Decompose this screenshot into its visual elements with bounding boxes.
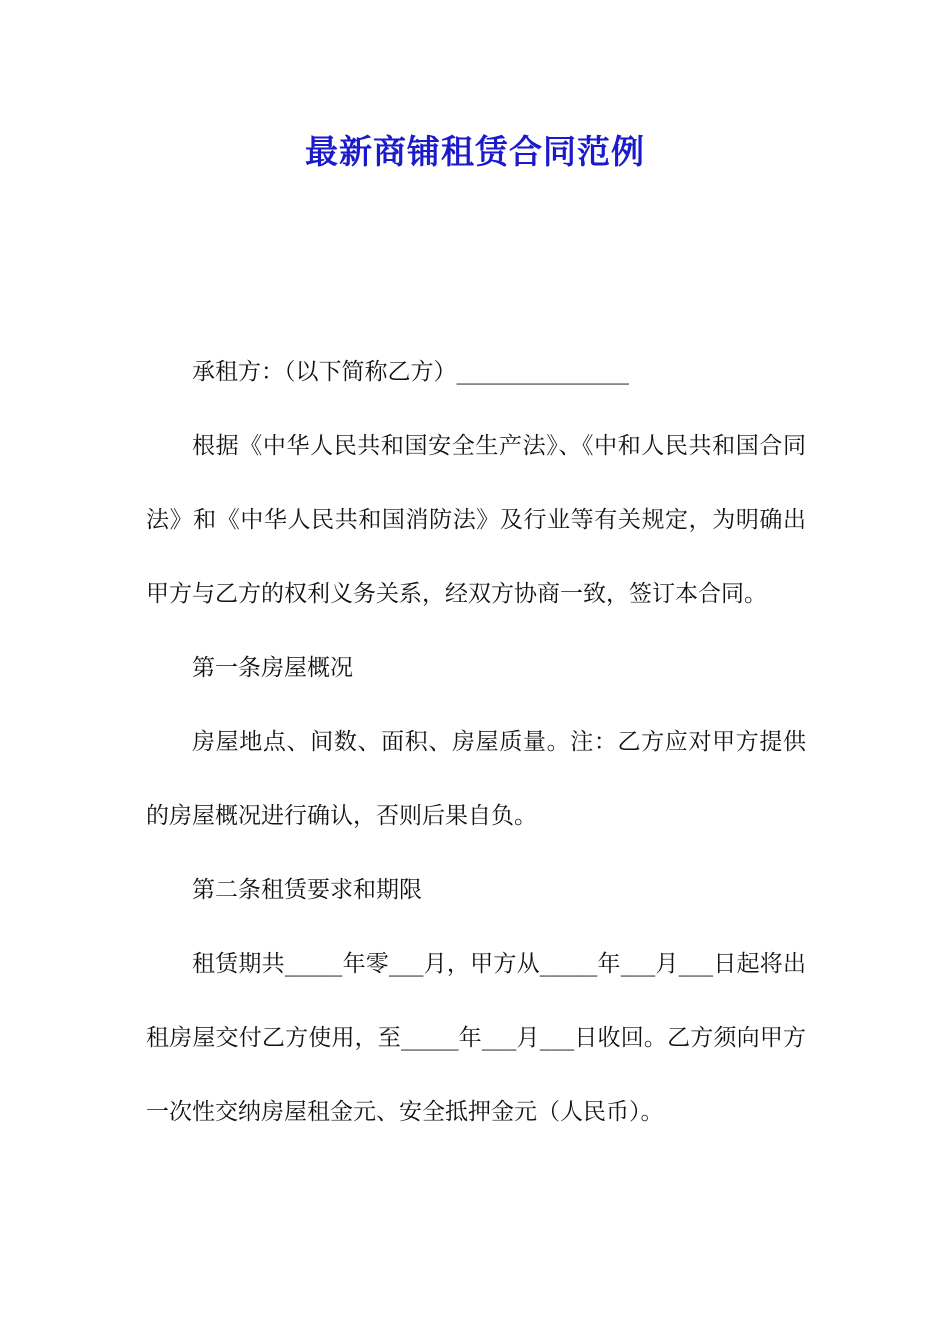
document-title: 最新商铺租赁合同范例 — [305, 132, 645, 171]
paragraph-lease-term: 租赁期共_____年零___月，甲方从_____年___月___日起将出租房屋交付乙方使用，至_____年___月___日收回。乙方须向甲方一次性交纳房屋租金元、安全抵押金元（人民币）。 — [146, 951, 806, 1125]
document-body — [146, 335, 806, 1149]
paragraph-property-overview: 房屋地点、间数、面积、房屋质量。注：乙方应对甲方提供的房屋概况进行确认，否则后果自负。 — [146, 729, 806, 829]
paragraph-preamble: 根据《中华人民共和国安全生产法》、《中和人民共和国合同法》和《中华人民共和国消防法》及行业等有关规定，为明确出甲方与乙方的权利义务关系，经双方协商一致，签订本合同。 — [146, 433, 806, 607]
paragraph-lessee: 承租方：（以下简称乙方）_______________ — [192, 359, 629, 385]
heading-article-1: 第一条房屋概况 — [192, 655, 353, 681]
heading-article-2: 第二条租赁要求和期限 — [192, 877, 422, 903]
